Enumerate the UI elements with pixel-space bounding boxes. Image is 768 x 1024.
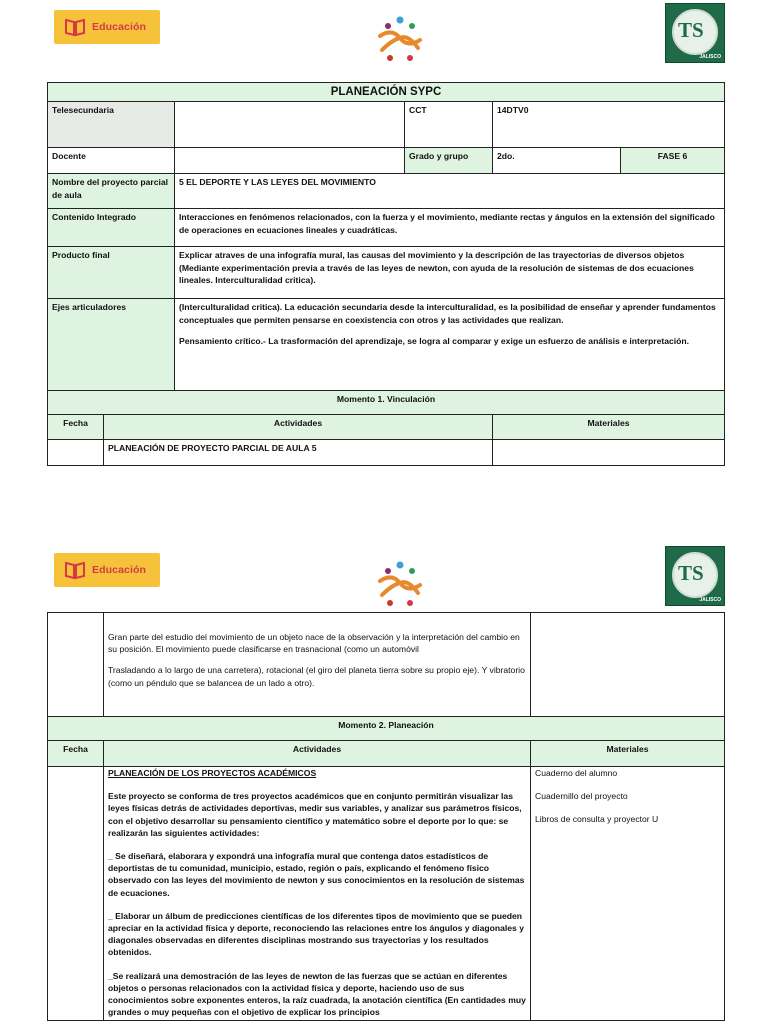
producto-value: Explicar atraves de una infografía mural, las causas del movimiento y la descripción de las trayectorias de diversos objetos (Mediante experimentación previa a través de las leyes de newton, con ayuda de la resolución de sistemas de dos ecuaciones lineales. Interculturalidad critica). xyxy=(175,247,725,299)
planeacion-title: PLANEACIÓN SYPC xyxy=(48,83,725,102)
ts-logo-text: TS xyxy=(678,18,704,42)
activity-paragraph: Trasladando a lo largo de una carretera), rotacional (el giro del planeta tierra sobre su propio eje). Y vibratorio (como un péndulo que se balancea de un lado a otro). xyxy=(108,665,525,688)
material-item: Cuaderno del alumno xyxy=(535,768,618,778)
educacion-logo xyxy=(54,10,160,44)
materials-list-cell xyxy=(531,767,725,1021)
ts-jalisco-logo xyxy=(665,546,725,606)
ts-logo-text: TS xyxy=(678,561,704,585)
activity-paragraph: _ Se diseñará, elaborara y expondrá una infografía mural que contenga datos estadísticos de deportistas de tu comunidad, municipio, estado, región o país, explicando el fenómeno físico observado con las leyes del movimiento de newton y sus conocimientos en la resolución de sistemas de ecuaciones. xyxy=(108,851,525,898)
contenido-label: Contenido Integrado xyxy=(48,209,175,247)
telesecundaria-value xyxy=(175,102,405,148)
fecha-cell xyxy=(48,613,104,717)
fase-label: FASE 6 xyxy=(621,148,725,174)
ejes-label: Ejes articuladores xyxy=(48,299,175,391)
educacion-logo xyxy=(54,553,160,587)
jalisco-label: JALISCO xyxy=(699,597,721,603)
ejes-value xyxy=(175,299,725,391)
producto-label: Producto final xyxy=(48,247,175,299)
proyecto-label: Nombre del proyecto parcial de aula xyxy=(48,174,175,209)
materiales-header: Materiales xyxy=(531,741,725,767)
contenido-value: Interacciones en fenómenos relacionados, con la fuerza y el movimiento, mediante rectas y ángulos en la extensión del significado de operaciones en ecuaciones lineales y cuadráticas. xyxy=(175,209,725,247)
docente-label: Docente xyxy=(48,148,175,174)
grado-label: Grado y grupo xyxy=(405,148,493,174)
fecha-cell xyxy=(48,440,104,466)
cct-label: CCT xyxy=(405,102,493,148)
jalisco-label: JALISCO xyxy=(699,54,721,60)
ejes-paragraph: (Interculturalidad critica). La educación secundaria desde la interculturalidad, es la posibilidad de enseñar y aprender fundamentos conceptuales que permiten pensarse en coexistencia con otros y las actividades que realizan. xyxy=(179,302,716,325)
page1-header xyxy=(0,0,768,70)
material-item: Libros de consulta y proyector U xyxy=(535,814,659,825)
continued-activity-cell xyxy=(104,613,531,717)
proyecto-value: 5 EL DEPORTE Y LAS LEYES DEL MOVIMIENTO xyxy=(175,174,725,209)
sypc-emblem-icon xyxy=(372,14,428,64)
activities-title: PLANEACIÓN DE LOS PROYECTOS ACADÉMICOS xyxy=(108,768,317,778)
telesecundaria-label: Telesecundaria xyxy=(48,102,175,148)
actividades-header: Actividades xyxy=(104,415,493,440)
activity-paragraph: Este proyecto se conforma de tres proyectos académicos que en conjunto permitirán visualizar las leyes físicas detrás de actividades deportivas, medir sus variables, y analizar sus parámetros físicos, con el objetivo desarrollar su pensamiento científico y matemático sobre el deporte por lo que: se realizarán las siguientes actividades: xyxy=(108,791,522,838)
docente-value xyxy=(175,148,405,174)
planeacion-table-continued xyxy=(47,612,725,1021)
fecha-cell xyxy=(48,767,104,1021)
momento2-heading: Momento 2. Planeación xyxy=(48,717,725,741)
grado-value: 2do. xyxy=(493,148,621,174)
activity-paragraph: _ Elaborar un álbum de predicciones científicas de los diferentes tipos de movimiento que se pueden apreciar en la actividad física y deporte, reconociendo las relaciones entre los ángulos y diagonales y diagonales observadas en diferentes disciplinas mostrando sus trayectorias y los resultados obtenidos. xyxy=(108,910,524,958)
activity-paragraph: _Se realizará una demostración de las leyes de newton de las fuerzas que se actúan en diferentes objetos o personas relacionados con la actividad física y deporte, haciendo uso de sus conocimientos sobre exponentes enteros, la raíz cuadrada, la anotación científica (En cantidades muy grandes o muy pequeñas con el objetivo de explicar los principios xyxy=(108,970,526,1018)
page2-header xyxy=(0,545,768,615)
actividades-header: Actividades xyxy=(104,741,531,767)
fecha-header: Fecha xyxy=(48,415,104,440)
materiales-header: Materiales xyxy=(493,415,725,440)
ts-jalisco-logo xyxy=(665,3,725,63)
planning-activities-cell xyxy=(104,767,531,1021)
planeacion-table xyxy=(47,82,725,466)
momento1-heading: Momento 1. Vinculación xyxy=(48,391,725,415)
book-icon xyxy=(64,16,86,38)
book-icon xyxy=(64,559,86,581)
activity-cell: PLANEACIÓN DE PROYECTO PARCIAL DE AULA 5 xyxy=(104,440,493,466)
ejes-paragraph: Pensamiento crítico.- La trasformación del aprendizaje, se logra al comparar y exige un esfuerzo de análisis e interpretación. xyxy=(179,335,690,346)
educacion-label: Educación xyxy=(92,564,146,576)
educacion-label: Educación xyxy=(92,21,146,33)
material-item: Cuadernillo del proyecto xyxy=(535,791,628,802)
cct-value: 14DTV0 xyxy=(493,102,725,148)
materiales-cell xyxy=(493,440,725,466)
materiales-cell xyxy=(531,613,725,717)
activity-paragraph: Gran parte del estudio del movimiento de un objeto nace de la observación y la interpretación del cambio en su posición. El movimiento puede clasificarse en trasnacional (como un automóvil xyxy=(108,632,520,655)
sypc-emblem-icon xyxy=(372,559,428,609)
fecha-header: Fecha xyxy=(48,741,104,767)
